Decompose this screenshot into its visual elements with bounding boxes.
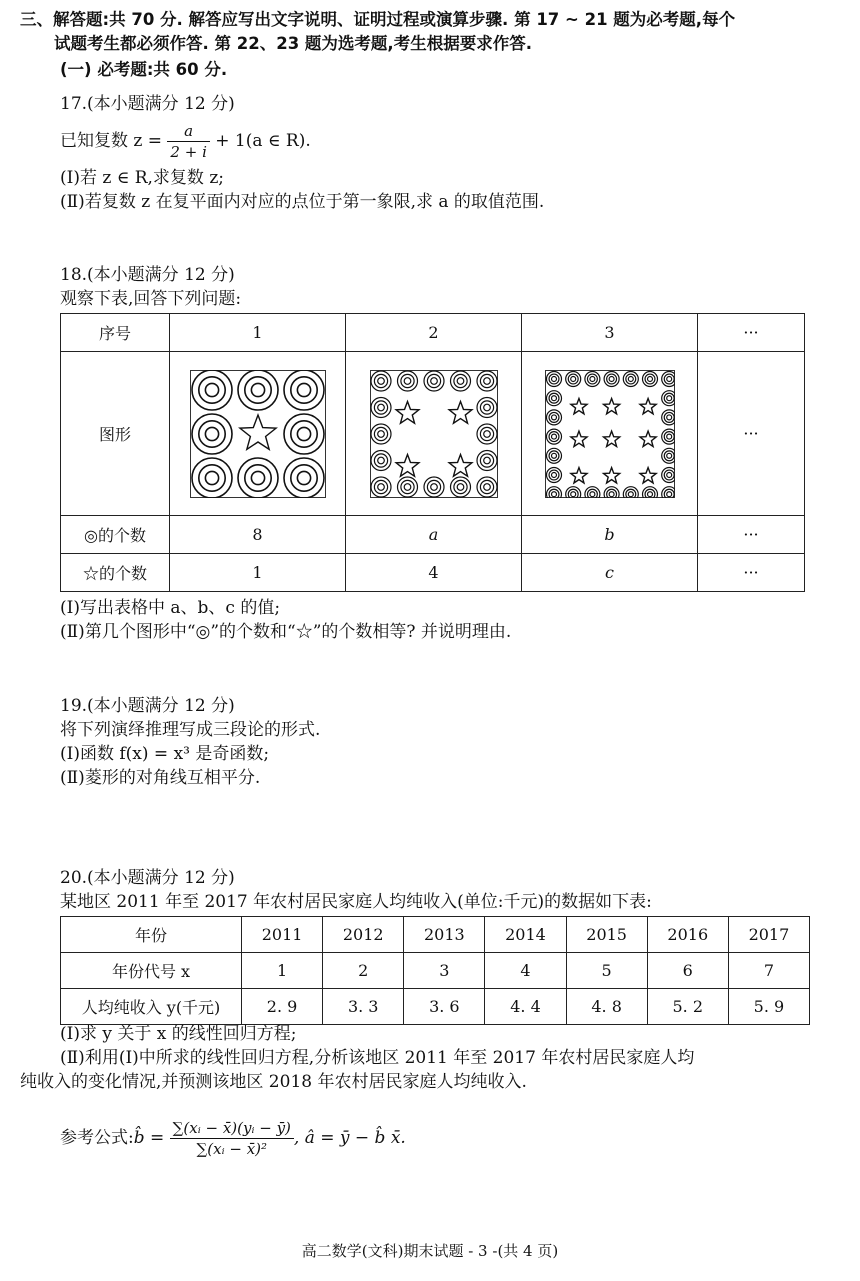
q20-cell: 4. 8 (566, 989, 647, 1025)
double-circle-symbol (377, 483, 384, 490)
double-circle-symbol (238, 370, 278, 410)
double-circle-symbol (625, 374, 635, 384)
double-circle-symbol (404, 377, 411, 384)
q18-row-figures (61, 352, 805, 516)
q20-row-year (61, 917, 810, 953)
q18-cell: ··· (698, 554, 805, 592)
double-circle-symbol (664, 412, 674, 422)
q20-part2-line1: (Ⅱ)利用(Ⅰ)中所求的线性回归方程,分析该地区 2011 年至 2017 年农村居民家庭人均 (60, 1048, 695, 1068)
star-symbol (603, 398, 619, 413)
formula-label: 参考公式: (60, 1128, 134, 1148)
q18-cell: 2 (346, 314, 522, 352)
q17-stem (60, 118, 311, 164)
q18-row-index (61, 314, 805, 352)
double-circle-symbol (297, 383, 310, 396)
double-circle-symbol (568, 374, 578, 384)
double-circle-symbol (570, 376, 575, 381)
star-symbol (570, 398, 586, 413)
double-circle-symbol (483, 457, 490, 464)
q18-cell: ◎的个数 (61, 516, 170, 554)
double-circle-symbol (666, 491, 671, 496)
double-circle-symbol (549, 374, 559, 384)
q20-cell: 2 (323, 953, 404, 989)
q18-cell: 图形 (61, 352, 170, 516)
q20-row-income (61, 989, 810, 1025)
double-circle-symbol (609, 376, 614, 381)
double-circle-symbol (374, 480, 387, 493)
double-circle-symbol (374, 427, 387, 440)
formula-lhs: b̂ = (133, 1128, 165, 1148)
q18-cell: b (522, 516, 698, 554)
q18-cell: 3 (522, 314, 698, 352)
q18-row-stars (61, 554, 805, 592)
q20-cell: 2014 (485, 917, 566, 953)
double-circle-symbol (664, 374, 674, 384)
section-title-line1: 三、解答题:共 70 分. 解答应写出文字说明、证明过程或演算步骤. 第 17 ~ 21 题为必考题,每个 (20, 10, 736, 29)
double-circle-symbol (400, 480, 413, 493)
double-circle-symbol (628, 376, 633, 381)
q17-stem-post: + 1(a ∈ R). (215, 131, 311, 151)
star-symbol (449, 401, 472, 423)
double-circle-symbol (290, 464, 316, 490)
double-circle-symbol (427, 480, 440, 493)
q18-figure-1-cell (170, 352, 346, 516)
double-circle-symbol (666, 414, 671, 419)
q20-cell: 2016 (647, 917, 728, 953)
double-circle-symbol (551, 376, 556, 381)
double-circle-symbol (551, 414, 556, 419)
q20-cell: 4. 4 (485, 989, 566, 1025)
double-circle-symbol (606, 374, 616, 384)
q18-cell: ··· (698, 516, 805, 554)
double-circle-symbol (198, 420, 224, 446)
double-circle-symbol (377, 457, 384, 464)
double-circle-symbol (198, 464, 224, 490)
q18-figure-3-cell (522, 352, 698, 516)
double-circle-symbol (664, 470, 674, 480)
q19-part2: (Ⅱ)菱形的对角线互相平分. (60, 768, 261, 788)
double-circle-symbol (666, 395, 671, 400)
q20-cell: 7 (728, 953, 809, 989)
double-circle-symbol (551, 453, 556, 458)
q20-part1: (Ⅰ)求 y 关于 x 的线性回归方程; (60, 1024, 297, 1044)
double-circle-symbol (290, 376, 316, 402)
q18-cell: 序号 (61, 314, 170, 352)
double-circle-symbol (551, 472, 556, 477)
q18-part1: (Ⅰ)写出表格中 a、b、c 的值; (60, 598, 281, 618)
double-circle-symbol (587, 374, 597, 384)
double-circle-symbol (628, 491, 633, 496)
q19-intro: 将下列演绎推理写成三段论的形式. (60, 720, 321, 740)
double-circle-symbol (192, 370, 232, 410)
q18-cell: 4 (346, 554, 522, 592)
double-circle-symbol (480, 480, 493, 493)
q18-heading: 18.(本小题满分 12 分) (60, 265, 235, 285)
q20-part2-line2: 纯收入的变化情况,并预测该地区 2018 年农村居民家庭人均纯收入. (20, 1072, 527, 1092)
star-symbol (640, 431, 656, 446)
double-circle-symbol (198, 376, 224, 402)
double-circle-symbol (480, 453, 493, 466)
section-title-line2: 试题考生都必须作答. 第 22、23 题为选考题,考生根据要求作答. (54, 34, 532, 53)
double-circle-symbol (609, 491, 614, 496)
q20-cell: 5. 2 (647, 989, 728, 1025)
double-circle-symbol (549, 412, 559, 422)
star-symbol (603, 467, 619, 482)
q20-intro: 某地区 2011 年至 2017 年农村居民家庭人均纯收入(单位:千元)的数据如下表: (60, 892, 652, 912)
q18-cell: ··· (698, 352, 805, 516)
double-circle-symbol (238, 458, 278, 498)
q20-cell: 2015 (566, 917, 647, 953)
q19-heading: 19.(本小题满分 12 分) (60, 696, 235, 716)
double-circle-symbol (244, 464, 270, 490)
double-circle-symbol (480, 400, 493, 413)
double-circle-symbol (549, 470, 559, 480)
double-circle-symbol (290, 420, 316, 446)
double-circle-symbol (251, 471, 264, 484)
double-circle-symbol (400, 374, 413, 387)
q17-part2: (Ⅱ)若复数 z 在复平面内对应的点位于第一象限,求 a 的取值范围. (60, 192, 545, 212)
figure-3 (545, 370, 675, 498)
double-circle-symbol (284, 370, 324, 410)
q18-cell: ··· (698, 314, 805, 352)
star-symbol (603, 431, 619, 446)
double-circle-symbol (549, 450, 559, 460)
double-circle-symbol (453, 374, 466, 387)
double-circle-symbol (480, 374, 493, 387)
q20-table (60, 916, 810, 1025)
q20-formula (60, 1108, 406, 1168)
double-circle-symbol (377, 430, 384, 437)
q18-cell: 1 (170, 554, 346, 592)
double-circle-symbol (192, 414, 232, 454)
double-circle-symbol (483, 404, 490, 411)
q20-cell: 3 (404, 953, 485, 989)
double-circle-symbol (647, 491, 652, 496)
double-circle-symbol (457, 377, 464, 384)
q20-cell: 3. 6 (404, 989, 485, 1025)
q20-cell: 2017 (728, 917, 809, 953)
double-circle-symbol (457, 483, 464, 490)
double-circle-symbol (664, 431, 674, 441)
double-circle-symbol (480, 427, 493, 440)
star-symbol (640, 467, 656, 482)
q20-cell: 3. 3 (323, 989, 404, 1025)
q20-row-code (61, 953, 810, 989)
double-circle-symbol (430, 377, 437, 384)
star-symbol (396, 401, 419, 423)
q20-cell: 5. 9 (728, 989, 809, 1025)
q18-row-circles (61, 516, 805, 554)
double-circle-symbol (549, 431, 559, 441)
double-circle-symbol (377, 404, 384, 411)
q20-heading: 20.(本小题满分 12 分) (60, 868, 235, 888)
double-circle-symbol (453, 480, 466, 493)
q18-figure-2-cell (346, 352, 522, 516)
q18-cell: ☆的个数 (61, 554, 170, 592)
formula-fraction (170, 1118, 294, 1159)
double-circle-symbol (284, 458, 324, 498)
double-circle-symbol (647, 376, 652, 381)
q18-intro: 观察下表,回答下列问题: (60, 289, 242, 309)
double-circle-symbol (192, 458, 232, 498)
figure-2 (370, 370, 498, 498)
double-circle-symbol (374, 374, 387, 387)
double-circle-symbol (664, 393, 674, 403)
q18-part2: (Ⅱ)第几个图形中“◎”的个数和“☆”的个数相等? 并说明理由. (60, 622, 512, 642)
double-circle-symbol (251, 383, 264, 396)
double-circle-symbol (244, 376, 270, 402)
double-circle-symbol (297, 427, 310, 440)
formula-tail: , â = ȳ − b̂ x̄. (293, 1128, 406, 1148)
q20-cell: 2011 (242, 917, 323, 953)
q20-cell: 年份 (61, 917, 242, 953)
double-circle-symbol (205, 427, 218, 440)
section-subtitle: (一) 必考题:共 60 分. (60, 60, 228, 79)
double-circle-symbol (664, 450, 674, 460)
double-circle-symbol (666, 453, 671, 458)
double-circle-symbol (430, 483, 437, 490)
q17-heading: 17.(本小题满分 12 分) (60, 94, 235, 114)
double-circle-symbol (483, 430, 490, 437)
double-circle-symbol (374, 453, 387, 466)
q18-table (60, 313, 805, 592)
double-circle-symbol (551, 395, 556, 400)
page-footer: 高二数学(文科)期末试题 - 3 -(共 4 页) (301, 1242, 559, 1260)
double-circle-symbol (284, 414, 324, 454)
q17-part1: (Ⅰ)若 z ∈ R,求复数 z; (60, 168, 225, 188)
double-circle-symbol (205, 383, 218, 396)
double-circle-symbol (551, 434, 556, 439)
q20-cell: 2013 (404, 917, 485, 953)
q20-cell: 人均纯收入 y(千元) (61, 989, 242, 1025)
q20-cell: 5 (566, 953, 647, 989)
q17-frac-den: 2 + i (170, 143, 207, 161)
double-circle-symbol (427, 374, 440, 387)
double-circle-symbol (297, 471, 310, 484)
double-circle-symbol (551, 491, 556, 496)
double-circle-symbol (374, 400, 387, 413)
q17-fraction (167, 121, 209, 162)
double-circle-symbol (549, 393, 559, 403)
q20-cell: 6 (647, 953, 728, 989)
double-circle-symbol (666, 472, 671, 477)
double-circle-symbol (483, 483, 490, 490)
star-symbol (396, 454, 419, 476)
q19-part1: (Ⅰ)函数 f(x) = x³ 是奇函数; (60, 744, 270, 764)
double-circle-symbol (666, 376, 671, 381)
star-symbol (570, 431, 586, 446)
double-circle-symbol (666, 434, 671, 439)
figure-1 (190, 370, 326, 498)
star-symbol (570, 467, 586, 482)
double-circle-symbol (589, 376, 594, 381)
star-symbol (640, 398, 656, 413)
double-circle-symbol (404, 483, 411, 490)
double-circle-symbol (645, 374, 655, 384)
q20-cell: 年份代号 x (61, 953, 242, 989)
q18-cell: a (346, 516, 522, 554)
double-circle-symbol (205, 471, 218, 484)
double-circle-symbol (589, 491, 594, 496)
q17-frac-num: a (167, 121, 209, 142)
double-circle-symbol (483, 377, 490, 384)
q20-cell: 4 (485, 953, 566, 989)
formula-denominator: ∑(xᵢ − x̄)² (196, 1140, 268, 1158)
q18-cell: 8 (170, 516, 346, 554)
q20-cell: 2012 (323, 917, 404, 953)
q18-cell: c (522, 554, 698, 592)
double-circle-symbol (377, 377, 384, 384)
q20-cell: 1 (242, 953, 323, 989)
double-circle-symbol (570, 491, 575, 496)
q17-stem-pre: 已知复数 z = (60, 131, 163, 151)
star-symbol (239, 415, 275, 449)
star-symbol (449, 454, 472, 476)
q18-cell: 1 (170, 314, 346, 352)
q20-cell: 2. 9 (242, 989, 323, 1025)
formula-numerator: ∑(xᵢ − x̄)(yᵢ − ȳ) (170, 1118, 294, 1139)
